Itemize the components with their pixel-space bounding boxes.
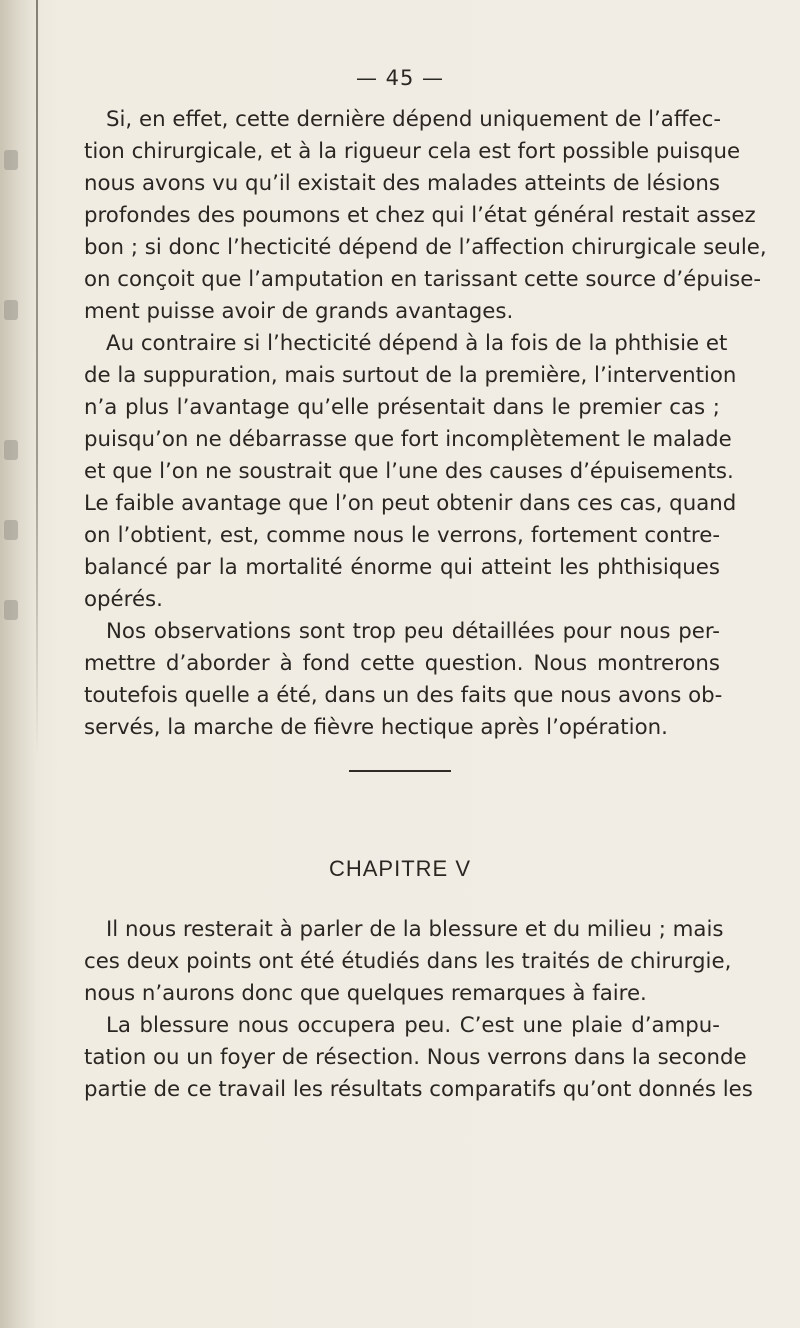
- bleed-through-mark: [4, 300, 18, 320]
- text-line: nous n’aurons donc que quelques remarques à faire.: [84, 981, 647, 1006]
- text-line: opérés.: [84, 587, 163, 612]
- text-line: de la suppuration, mais surtout de la première, l’intervention: [84, 363, 737, 388]
- text-line: et que l’on ne soustrait que l’une des causes d’épuisements.: [84, 459, 734, 484]
- text-line: servés, la marche de fièvre hectique après l’opération.: [84, 715, 668, 740]
- text-line: profondes des poumons et chez qui l’état général restait assez: [84, 203, 756, 228]
- bleed-through-mark: [4, 600, 18, 620]
- paragraph: [84, 616, 723, 744]
- text-line: Au contraire si l’hecticité dépend à la fois de la phthisie et: [106, 331, 728, 356]
- section-divider: [349, 770, 451, 772]
- text-line: tion chirurgicale, et à la rigueur cela est fort possible puisque: [84, 139, 741, 164]
- text-line: on l’obtient, est, comme nous le verrons, fortement contre-: [84, 523, 720, 548]
- paragraph: [84, 328, 737, 616]
- text-line: partie de ce travail les résultats comparatifs qu’ont donnés les: [84, 1077, 753, 1102]
- text-line: bon ; si donc l’hecticité dépend de l’affection chirurgicale seule,: [84, 235, 767, 260]
- text-line: ces deux points ont été étudiés dans les traités de chirurgie,: [84, 949, 732, 974]
- text-line: Il nous resterait à parler de la blessure et du milieu ; mais: [106, 917, 724, 942]
- text-line: mettre d’aborder à fond cette question. Nous montrerons: [84, 651, 720, 676]
- chapter-body-text: [84, 914, 753, 1106]
- body-text: [84, 104, 767, 744]
- paragraph: [84, 914, 732, 1010]
- text-line: balancé par la mortalité énorme qui atteint les phthisiques: [84, 555, 720, 580]
- text-line: n’a plus l’avantage qu’elle présentait dans le premier cas ;: [84, 395, 720, 420]
- chapter-heading: CHAPITRE V: [328, 856, 472, 881]
- bleed-through-mark: [4, 440, 18, 460]
- text-line: puisqu’on ne débarrasse que fort incomplètement le malade: [84, 427, 732, 452]
- text-line: Le faible avantage que l’on peut obtenir dans ces cas, quand: [84, 491, 737, 516]
- text-line: La blessure nous occupera peu. C’est une plaie d’ampu-: [106, 1013, 720, 1038]
- text-line: on conçoit que l’amputation en tarissant cette source d’épuise-: [84, 267, 762, 292]
- paragraph: [84, 104, 767, 328]
- text-line: Nos observations sont trop peu détaillées pour nous per-: [106, 619, 720, 644]
- page-gutter: [0, 0, 36, 1328]
- text-line: ment puisse avoir de grands avantages.: [84, 299, 514, 324]
- text-line: toutefois quelle a été, dans un des faits que nous avons ob-: [84, 683, 723, 708]
- bleed-through-mark: [4, 150, 18, 170]
- page-number: — 45 —: [355, 66, 445, 90]
- bleed-through-mark: [4, 520, 18, 540]
- binding-edge: [36, 0, 38, 760]
- paragraph: [84, 1010, 753, 1106]
- text-line: nous avons vu qu’il existait des malades atteints de lésions: [84, 171, 720, 196]
- text-line: Si, en effet, cette dernière dépend uniquement de l’affec-: [106, 107, 721, 132]
- text-line: tation ou un foyer de résection. Nous verrons dans la seconde: [84, 1045, 747, 1070]
